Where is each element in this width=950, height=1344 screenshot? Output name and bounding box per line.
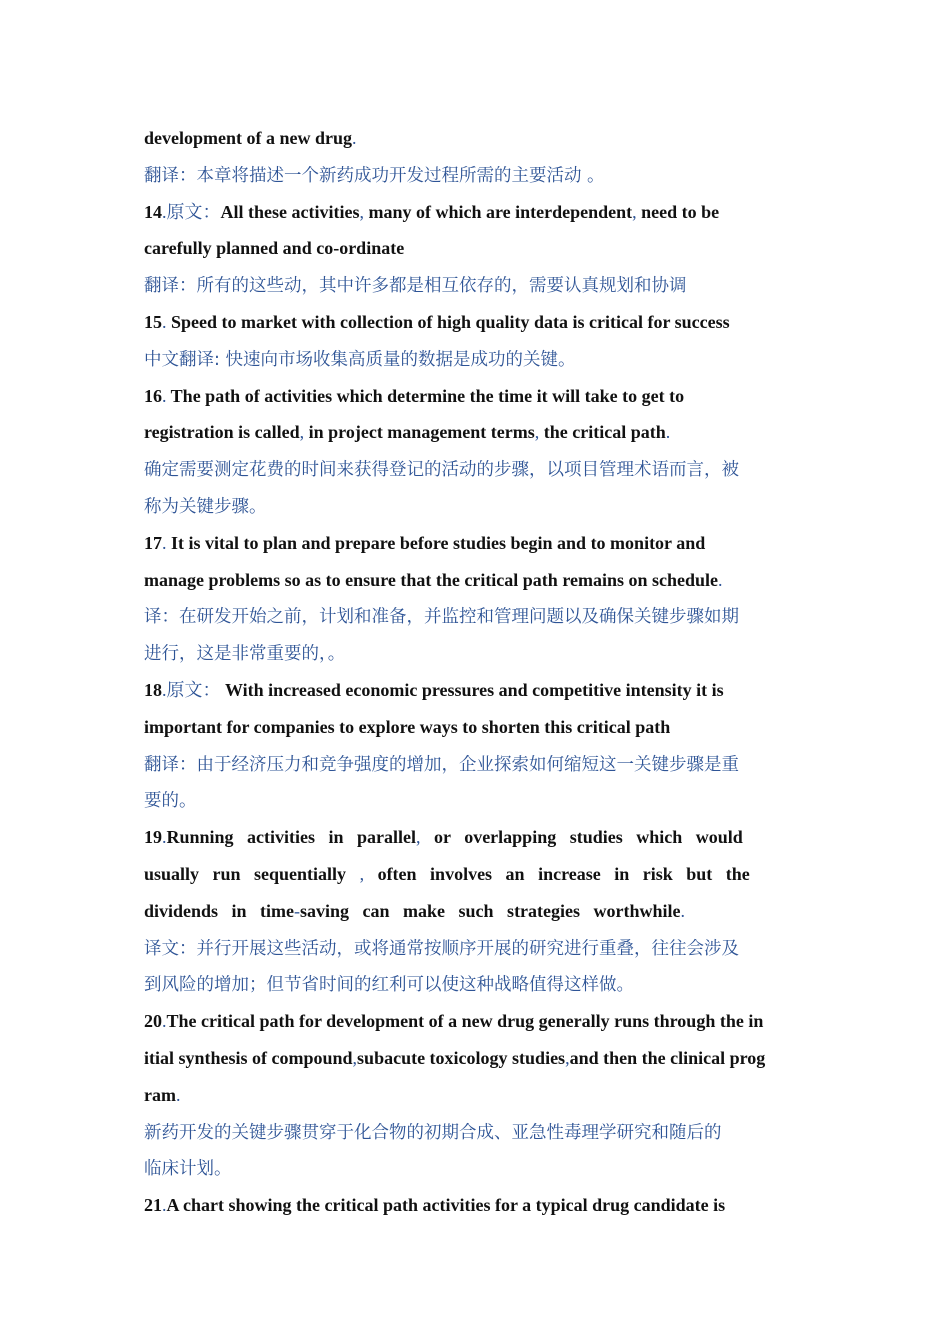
- text-segment: The path of activities which determine the time it will take to get to: [166, 385, 685, 406]
- text-segment: -: [294, 900, 301, 921]
- text-segment: 16: [144, 385, 162, 406]
- text-line: [144, 273, 824, 298]
- text-segment: .: [680, 900, 686, 921]
- text-segment: .: [162, 385, 167, 406]
- text-line: [144, 862, 824, 886]
- text-segment: important for companies to explore ways to shorten this critical path: [144, 716, 671, 737]
- text-segment: the critical path: [539, 422, 666, 443]
- text-segment: ,: [534, 422, 540, 443]
- text-line: [144, 715, 824, 739]
- text-line: [144, 1193, 824, 1217]
- text-segment: dividends in time: [144, 900, 295, 921]
- text-segment: often involves an increase in risk but the: [364, 864, 750, 884]
- text-line: [144, 163, 824, 188]
- text-line: [144, 236, 824, 260]
- text-segment: in project management terms: [304, 422, 535, 443]
- text-segment: .: [352, 128, 357, 148]
- text-line: [144, 788, 824, 813]
- text-line: [144, 972, 824, 997]
- text-segment: 19: [144, 827, 162, 848]
- text-segment: 到风险的增加；但节省时间的红利可以使这种战略值得这样做。: [144, 975, 634, 996]
- text-segment: 21: [144, 1195, 162, 1216]
- text-segment: 中文翻译: 快速向市场收集高质量的数据是成功的关键。: [144, 349, 576, 370]
- text-line: [144, 678, 824, 702]
- text-segment: or overlapping studies which would: [420, 827, 743, 848]
- text-segment: .: [162, 532, 167, 553]
- text-line: [144, 420, 824, 444]
- text-segment: .: [665, 422, 671, 443]
- text-segment: 17: [144, 532, 162, 553]
- text-segment: 进行，这是非常重要的，。: [144, 644, 346, 665]
- text-line: [144, 1046, 824, 1070]
- text-segment: .: [162, 1195, 167, 1216]
- text-line: [144, 1120, 824, 1145]
- text-line: [144, 899, 824, 923]
- text-segment: A chart showing the critical path activities for a typical drug candidate is: [166, 1195, 726, 1216]
- text-segment: 18: [144, 680, 162, 700]
- text-segment: ,: [632, 201, 637, 222]
- text-segment: ,: [359, 201, 364, 222]
- text-segment: 译文：并行开展这些活动，或将通常按顺序开展的研究进行重叠，往往会涉及: [144, 938, 739, 959]
- text-line: [144, 531, 824, 555]
- text-segment: The critical path for development of a new drug generally runs through the in: [166, 1011, 764, 1032]
- text-segment: Speed to market with collection of high quality data is critical for success: [166, 312, 730, 332]
- text-segment: development of a new drug: [144, 128, 352, 148]
- text-segment: 称为关键步骤。: [144, 497, 267, 517]
- text-line: [144, 752, 824, 777]
- text-line: [144, 1083, 824, 1107]
- text-line: [144, 936, 824, 961]
- text-line: [144, 200, 824, 224]
- text-segment: 20: [144, 1011, 162, 1032]
- text-segment: .: [175, 1084, 181, 1105]
- text-line: [144, 347, 824, 372]
- text-segment: carefully planned and co-ordinate: [144, 238, 405, 259]
- text-segment: and then the clinical prog: [569, 1048, 766, 1068]
- text-segment: .: [162, 1011, 167, 1032]
- text-segment: 译：在研发开始之前，计划和准备，并监控和管理问题以及确保关键步骤如期: [144, 607, 739, 628]
- text-line: [144, 825, 824, 849]
- text-segment: 翻译：本章将描述一个新药成功开发过程所需的主要活动 。: [144, 165, 605, 186]
- text-segment: 15: [144, 312, 162, 332]
- text-segment: .: [162, 827, 167, 848]
- text-segment: usually run sequentially: [144, 864, 347, 884]
- text-line: [144, 384, 824, 408]
- text-segment: 确定需要测定花费的时间来获得登记的活动的步骤，以项目管理术语而言，被: [144, 460, 739, 481]
- text-segment: 临床计划。: [144, 1159, 232, 1180]
- text-line: [144, 457, 824, 482]
- text-segment: .: [162, 312, 167, 332]
- text-segment: registration is called: [144, 422, 300, 443]
- text-segment: All these activities: [220, 201, 360, 222]
- text-segment: need to be: [636, 201, 720, 222]
- text-segment: Running activities in parallel: [166, 827, 417, 848]
- text-line: [144, 1156, 824, 1181]
- text-segment: 新药开发的关键步骤贯穿于化合物的初期合成、亚急性毒理学研究和随后的: [144, 1122, 722, 1143]
- text-line: [144, 494, 824, 519]
- text-segment: With increased economic pressures and competitive intensity it is: [220, 680, 724, 700]
- text-segment: 翻译：所有的这些动，其中许多都是相互依存的，需要认真规划和协调: [144, 276, 687, 297]
- text-segment: .原文：: [162, 680, 221, 700]
- text-segment: manage problems so as to ensure that the critical path remains on schedule: [144, 569, 718, 590]
- text-segment: .: [718, 569, 723, 590]
- text-line: [144, 604, 824, 629]
- text-segment: .原文：: [162, 201, 221, 222]
- text-line: [144, 310, 824, 334]
- text-segment: many of which are interdependent: [363, 201, 633, 222]
- text-segment: It is vital to plan and prepare before studies begin and to monitor and: [166, 532, 706, 553]
- text-line: [144, 1009, 824, 1033]
- text-segment: ram: [144, 1084, 176, 1105]
- text-segment: ,: [565, 1048, 570, 1068]
- text-segment: 要的。: [144, 791, 197, 812]
- text-segment: ,: [299, 422, 305, 443]
- text-segment: saving can make such strategies worthwhile: [300, 900, 681, 921]
- text-segment: ,: [416, 827, 421, 848]
- text-segment: itial synthesis of compound: [144, 1048, 353, 1068]
- text-line: [144, 641, 824, 666]
- text-segment: subacute toxicology studies: [357, 1048, 566, 1068]
- text-segment: 翻译：由于经济压力和竞争强度的增加，企业探索如何缩短这一关键步骤是重: [144, 754, 739, 775]
- text-segment: ,: [346, 864, 365, 884]
- text-segment: 14: [144, 201, 162, 222]
- text-line: [144, 126, 824, 150]
- text-segment: ,: [352, 1048, 358, 1068]
- text-line: [144, 568, 824, 592]
